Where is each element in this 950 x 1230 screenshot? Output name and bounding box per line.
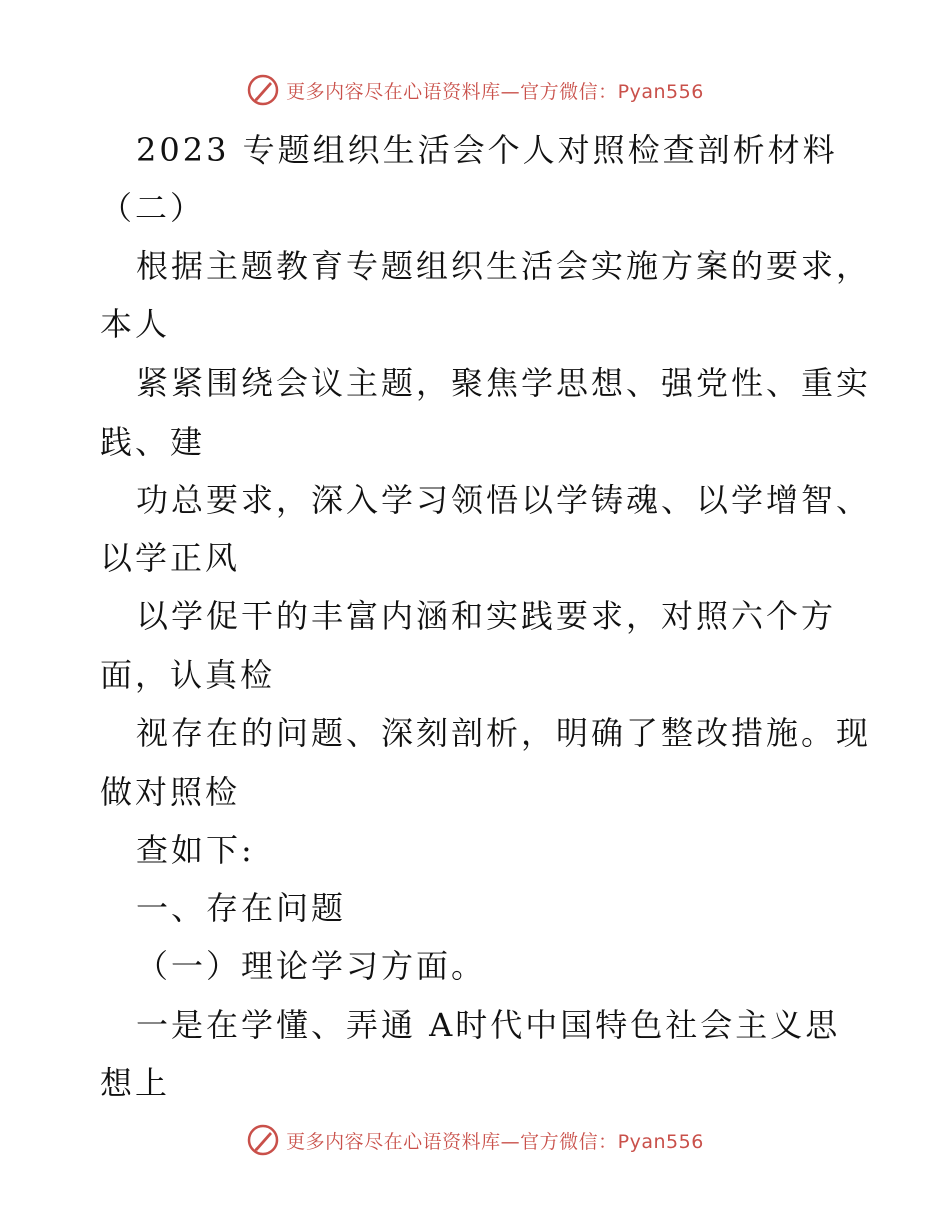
paragraph-line: 功总要求，深入学习领悟以学铸魂、以学增智、 (136, 481, 872, 519)
paragraph-line: 想上 (100, 1064, 171, 1102)
quill-logo-icon (246, 73, 280, 107)
title-suffix: （二） (100, 189, 206, 227)
page-header (0, 70, 950, 110)
paragraph-line: 践、建 (100, 423, 206, 461)
paragraph-line: 面，认真检 (100, 656, 276, 694)
paragraph-line: 以学正风 (100, 539, 241, 577)
paragraph-line: 查如下: (136, 831, 255, 869)
section-heading: 一、存在问题 (136, 889, 347, 927)
footer-watermark: 更多内容尽在心语资料库—官方微信：Pyan556 (286, 1130, 704, 1153)
paragraph-line: 视存在的问题、深刻剖析，明确了整改措施。现 (136, 714, 872, 752)
paragraph-line: 以学促干的丰富内涵和实践要求，对照六个方 (136, 597, 837, 635)
paragraph-line: 紧紧围绕会议主题，聚焦学思想、强党性、重实 (136, 364, 872, 402)
document-title: 2023 专题组织生活会个人对照检查剖析材料 (136, 131, 838, 169)
quill-logo-icon (246, 1123, 280, 1157)
subsection-heading: （一）理论学习方面。 (136, 947, 487, 985)
header-watermark: 更多内容尽在心语资料库—官方微信：Pyan556 (286, 80, 704, 103)
paragraph-line: 根据主题教育专题组织生活会实施方案的要求， (136, 247, 872, 285)
page-footer (0, 1120, 950, 1160)
paragraph-line: 一是在学懂、弄通 A时代中国特色社会主义思 (136, 1006, 841, 1044)
paragraph-line: 本人 (100, 305, 171, 343)
paragraph-line: 做对照检 (100, 773, 241, 811)
